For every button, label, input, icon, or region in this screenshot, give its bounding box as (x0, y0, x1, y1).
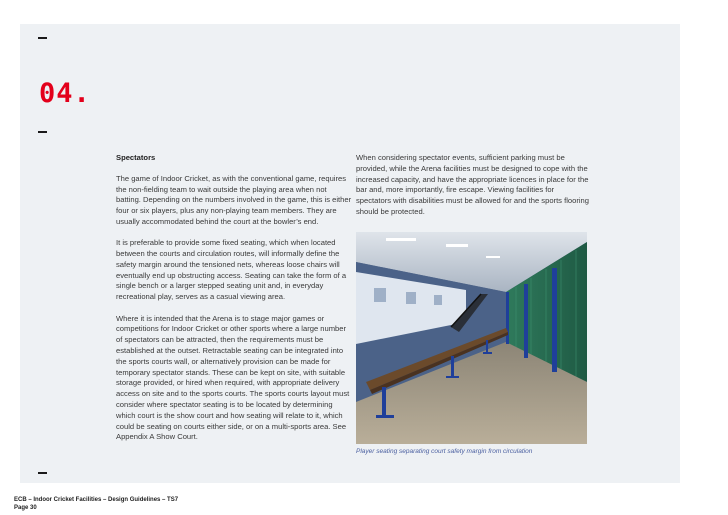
footer-title: ECB – Indoor Cricket Facilities – Design Guidelines – TS7 (14, 497, 179, 503)
mid-dash (38, 131, 47, 133)
page-footer (14, 497, 178, 512)
section-heading: Spectators (116, 153, 156, 162)
body-paragraph: It is preferable to provide some fixed seating, which when located between the courts and circulation routes, will informally define the safety margin around the tensioned nets, whereas loose chairs will eventually end up obstructing access. Seating can take the form of a single bench or a larger stepped seating unit and, in everyday recreational play, serves as a casual viewing area. (116, 238, 347, 302)
chapter-number: 04. (39, 78, 91, 109)
right-column (356, 153, 590, 218)
body-paragraph: Where it is intended that the Arena is to stage major games or competitions for Indoor Cricket or other sports where a large number of spectators can be attracted, then the requirements must be established at the outset. Retractable seating can be integrated into the sports courts wall, or alternatively provision can be made for temporary spectator stands. These can be kept on site, with suitable storage provided, or hired when required, with appropriate delivery access on site and to the sports courts. The sports courts layout must consider where spectator seating is to be located by determining which court is the show court and how seating will relate to it, which could be seating on courts either side, or on a multi-sports area. See Appendix A Show Court. (116, 313, 350, 442)
bottom-dash (38, 472, 47, 474)
photo-caption: Player seating separating court safety margin from circulation (356, 448, 533, 455)
top-dash (38, 37, 47, 39)
body-paragraph: When considering spectator events, sufficient parking must be provided, while the Arena facilities must be designed to cope with the increased capacity, and have the appropriate licences in place for the bar and, more importantly, fire escape. Viewing facilities for spectators with disabilities must be allowed for and the sports flooring should be protected. (356, 153, 589, 216)
body-paragraph: The game of Indoor Cricket, as with the conventional game, requires the non-fielding team to wait outside the playing area when not batting. Depending on the numbers involved in the game, this is either four or six players, plus any non-playing team members. They are usually accommodated behind the court at the bowler’s end. (116, 173, 352, 226)
spectators-column (116, 153, 353, 454)
seating-photo (356, 232, 587, 444)
seating-photo-illustration (356, 232, 587, 444)
page-number: Page 30 (14, 504, 37, 511)
